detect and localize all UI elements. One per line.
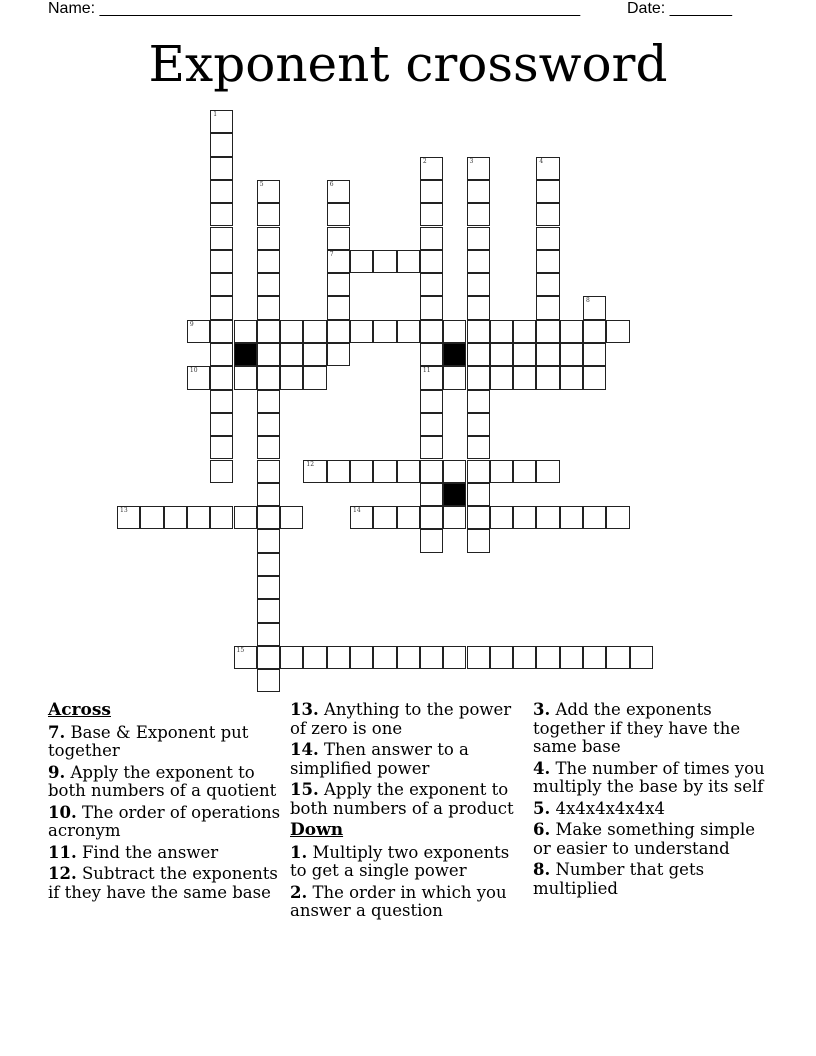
grid-cell[interactable] [210, 460, 233, 483]
grid-cell[interactable] [327, 343, 350, 366]
clue-text: Add the exponents together if they have the same base [533, 700, 741, 756]
clue-number: 14. [290, 740, 319, 759]
black-cell [443, 483, 466, 506]
grid-cell[interactable] [303, 343, 326, 366]
grid-cell[interactable] [210, 273, 233, 296]
clue-number-label: 2 [422, 157, 427, 165]
grid-cell[interactable] [513, 366, 536, 389]
clue-number: 12. [48, 864, 77, 883]
black-cell [234, 343, 257, 366]
grid-cell[interactable] [420, 483, 443, 506]
clue-across-14 [290, 741, 522, 778]
clue-down-5 [533, 800, 773, 819]
clue-number-label: 5 [259, 180, 264, 188]
clue-text: Find the answer [81, 842, 219, 862]
clue-down-3 [533, 701, 773, 757]
grid-cell[interactable] [513, 460, 536, 483]
page-title: Exponent crossword [148, 35, 668, 93]
grid-cell[interactable] [257, 529, 280, 552]
grid-cell[interactable] [303, 460, 326, 483]
grid-cell[interactable] [210, 343, 233, 366]
grid-cell[interactable] [350, 320, 373, 343]
grid-cell[interactable] [397, 460, 420, 483]
grid-cell[interactable] [210, 110, 233, 133]
clue-down-2 [290, 884, 522, 921]
grid-cell[interactable] [467, 157, 490, 180]
clue-number-label: 1 [213, 111, 218, 118]
grid-cell[interactable] [467, 227, 490, 250]
clue-text: Apply the exponent to both numbers of a product [290, 780, 514, 818]
clue-text: The order in which you answer a question [290, 882, 507, 920]
grid-cell[interactable] [536, 157, 559, 180]
grid-cell[interactable] [490, 460, 513, 483]
grid-cell[interactable] [327, 646, 350, 669]
grid-cell[interactable] [257, 250, 280, 273]
grid-cell[interactable] [280, 646, 303, 669]
grid-cell[interactable] [467, 250, 490, 273]
grid-cell[interactable] [303, 646, 326, 669]
grid-cell[interactable] [490, 320, 513, 343]
grid-cell[interactable] [327, 203, 350, 226]
clue-number: 3. [533, 700, 551, 719]
grid-cell[interactable] [467, 366, 490, 389]
grid-cell[interactable] [467, 529, 490, 552]
grid-cell[interactable] [536, 506, 559, 529]
clue-across-13 [290, 701, 522, 738]
grid-cell[interactable] [420, 250, 443, 273]
grid-cell[interactable] [467, 646, 490, 669]
grid-cell[interactable] [443, 366, 466, 389]
grid-cell[interactable] [210, 250, 233, 273]
clue-number-label: 13 [120, 507, 128, 515]
clue-text: Base & Exponent put together [48, 722, 249, 760]
grid-cell[interactable] [467, 343, 490, 366]
grid-cell[interactable] [117, 506, 140, 529]
grid-cell[interactable] [467, 483, 490, 506]
clue-number: 15. [290, 780, 319, 799]
grid-cell[interactable] [350, 646, 373, 669]
grid-cell[interactable] [467, 273, 490, 296]
grid-cell[interactable] [257, 460, 280, 483]
grid-cell[interactable] [536, 250, 559, 273]
clue-text: Subtract the exponents if they have the same base [48, 864, 278, 902]
grid-cell[interactable] [420, 390, 443, 413]
clue-number: 5. [533, 798, 551, 818]
grid-cell[interactable] [606, 506, 629, 529]
grid-cell[interactable] [257, 320, 280, 343]
grid-cell[interactable] [257, 553, 280, 576]
grid-cell[interactable] [164, 506, 187, 529]
clue-number-label: 9 [189, 320, 194, 328]
across-heading: Across [48, 700, 111, 720]
grid-cell[interactable] [210, 227, 233, 250]
grid-cell[interactable] [280, 320, 303, 343]
grid-cell[interactable] [490, 366, 513, 389]
grid-cell[interactable] [583, 646, 606, 669]
grid-cell[interactable] [234, 506, 257, 529]
grid-cell[interactable] [373, 320, 396, 343]
grid-cell[interactable] [467, 296, 490, 319]
grid-cell[interactable] [257, 390, 280, 413]
clue-across-7 [48, 724, 283, 761]
black-cell [443, 343, 466, 366]
clue-text: Then answer to a simplified power [290, 740, 469, 778]
clue-across-12 [48, 865, 283, 902]
grid-cell[interactable] [467, 203, 490, 226]
clue-text: Apply the exponent to both numbers of a quotient [48, 762, 277, 800]
grid-cell[interactable] [420, 273, 443, 296]
grid-cell[interactable] [536, 343, 559, 366]
clue-number-label: 7 [329, 250, 334, 258]
clue-text: The order of operations acronym [48, 802, 281, 840]
clue-number: 10. [48, 802, 77, 822]
grid-cell[interactable] [210, 413, 233, 436]
clue-down-4 [533, 760, 773, 797]
grid-cell[interactable] [257, 203, 280, 226]
grid-cell[interactable] [257, 413, 280, 436]
grid-cell[interactable] [490, 343, 513, 366]
grid-cell[interactable] [280, 506, 303, 529]
grid-cell[interactable] [350, 460, 373, 483]
clues-column-3 [533, 701, 773, 901]
grid-cell[interactable] [257, 646, 280, 669]
clues-column-1 [48, 701, 283, 905]
grid-cell[interactable] [536, 646, 559, 669]
clue-number-label: 11 [422, 367, 431, 375]
clue-number: 1. [290, 842, 308, 862]
grid-cell[interactable] [257, 483, 280, 506]
grid-cell[interactable] [513, 343, 536, 366]
grid-cell[interactable] [280, 366, 303, 389]
grid-cell[interactable] [327, 250, 350, 273]
grid-cell[interactable] [536, 180, 559, 203]
grid-cell[interactable] [234, 646, 257, 669]
grid-cell[interactable] [187, 320, 210, 343]
grid-cell[interactable] [513, 320, 536, 343]
grid-cell[interactable] [467, 413, 490, 436]
grid-cell[interactable] [210, 506, 233, 529]
grid-cell[interactable] [257, 180, 280, 203]
clue-number-label: 6 [329, 180, 334, 188]
grid-cell[interactable] [327, 460, 350, 483]
grid-cell[interactable] [210, 157, 233, 180]
grid-cell[interactable] [420, 646, 443, 669]
clue-number: 6. [533, 820, 551, 839]
grid-cell[interactable] [280, 343, 303, 366]
grid-cell[interactable] [536, 460, 559, 483]
grid-cell[interactable] [420, 343, 443, 366]
grid-cell[interactable] [420, 366, 443, 389]
grid-cell[interactable] [420, 529, 443, 552]
grid-cell[interactable] [257, 436, 280, 459]
grid-cell[interactable] [210, 296, 233, 319]
grid-cell[interactable] [210, 133, 233, 156]
clue-across-11 [48, 844, 283, 863]
grid-cell[interactable] [420, 320, 443, 343]
grid-cell[interactable] [606, 646, 629, 669]
date-field-label: Date: _______ [627, 0, 732, 17]
grid-cell[interactable] [536, 203, 559, 226]
clue-text: 4x4x4x4x4x4 [555, 798, 665, 818]
grid-cell[interactable] [257, 366, 280, 389]
grid-cell[interactable] [327, 180, 350, 203]
clue-text: Number that gets multiplied [533, 860, 705, 898]
grid-cell[interactable] [210, 436, 233, 459]
clue-number: 7. [48, 722, 66, 742]
grid-cell[interactable] [420, 460, 443, 483]
grid-cell[interactable] [536, 366, 559, 389]
clue-down-6 [533, 821, 773, 858]
grid-cell[interactable] [513, 506, 536, 529]
grid-cell[interactable] [257, 227, 280, 250]
grid-cell[interactable] [583, 320, 606, 343]
grid-cell[interactable] [560, 343, 583, 366]
grid-cell[interactable] [560, 646, 583, 669]
clue-text: Multiply two exponents to get a single power [290, 842, 510, 880]
grid-cell[interactable] [257, 273, 280, 296]
grid-cell[interactable] [187, 506, 210, 529]
grid-cell[interactable] [536, 296, 559, 319]
grid-cell[interactable] [420, 413, 443, 436]
grid-cell[interactable] [257, 576, 280, 599]
clue-number-label: 10 [189, 367, 198, 375]
grid-cell[interactable] [583, 506, 606, 529]
grid-cell[interactable] [467, 460, 490, 483]
grid-cell[interactable] [257, 623, 280, 646]
clue-down-1 [290, 844, 522, 881]
clue-number: 8. [533, 860, 551, 879]
grid-cell[interactable] [630, 646, 653, 669]
clue-number-label: 14 [353, 507, 361, 515]
grid-cell[interactable] [210, 203, 233, 226]
grid-cell[interactable] [583, 343, 606, 366]
grid-cell[interactable] [467, 506, 490, 529]
grid-cell[interactable] [234, 320, 257, 343]
grid-cell[interactable] [373, 460, 396, 483]
grid-cell[interactable] [467, 320, 490, 343]
clue-number-label: 8 [586, 297, 590, 305]
grid-cell[interactable] [257, 669, 280, 692]
grid-cell[interactable] [257, 343, 280, 366]
grid-cell[interactable] [210, 366, 233, 389]
grid-cell[interactable] [234, 366, 257, 389]
clue-text: The number of times you multiply the base by its self [533, 758, 765, 796]
clue-number: 11. [48, 842, 77, 862]
grid-cell[interactable] [560, 320, 583, 343]
grid-cell[interactable] [536, 320, 559, 343]
clues-column-2 [290, 701, 522, 924]
grid-cell[interactable] [397, 250, 420, 273]
grid-cell[interactable] [257, 296, 280, 319]
grid-cell[interactable] [443, 646, 466, 669]
grid-cell[interactable] [420, 157, 443, 180]
grid-cell[interactable] [327, 227, 350, 250]
grid-cell[interactable] [327, 320, 350, 343]
grid-cell[interactable] [490, 506, 513, 529]
grid-cell[interactable] [140, 506, 163, 529]
down-heading: Down [290, 820, 344, 840]
clue-number: 13. [290, 700, 319, 719]
grid-cell[interactable] [560, 506, 583, 529]
grid-cell[interactable] [373, 646, 396, 669]
grid-cell[interactable] [303, 366, 326, 389]
clue-number-label: 4 [539, 157, 544, 165]
grid-cell[interactable] [467, 390, 490, 413]
grid-cell[interactable] [187, 366, 210, 389]
grid-cell[interactable] [420, 180, 443, 203]
grid-cell[interactable] [257, 506, 280, 529]
grid-cell[interactable] [210, 390, 233, 413]
clue-number-label: 3 [469, 157, 474, 165]
grid-cell[interactable] [373, 250, 396, 273]
grid-cell[interactable] [257, 599, 280, 622]
grid-cell[interactable] [467, 436, 490, 459]
clue-number: 2. [290, 882, 308, 902]
grid-cell[interactable] [443, 320, 466, 343]
grid-cell[interactable] [350, 250, 373, 273]
clue-across-15 [290, 781, 522, 818]
grid-cell[interactable] [443, 506, 466, 529]
name-field-label: Name: ______________________________________________________ [48, 0, 581, 17]
clue-number-label: 15 [236, 646, 245, 654]
grid-cell[interactable] [536, 227, 559, 250]
clue-number: 9. [48, 762, 66, 782]
grid-cell[interactable] [397, 646, 420, 669]
grid-cell[interactable] [560, 366, 583, 389]
grid-cell[interactable] [420, 203, 443, 226]
clue-number: 4. [533, 758, 551, 778]
clue-down-8 [533, 861, 773, 898]
grid-cell[interactable] [513, 646, 536, 669]
grid-cell[interactable] [536, 273, 559, 296]
grid-cell[interactable] [327, 296, 350, 319]
grid-cell[interactable] [420, 436, 443, 459]
grid-cell[interactable] [210, 320, 233, 343]
grid-cell[interactable] [397, 320, 420, 343]
grid-cell[interactable] [350, 506, 373, 529]
grid-cell[interactable] [606, 320, 629, 343]
clue-across-9 [48, 764, 283, 801]
grid-cell[interactable] [583, 366, 606, 389]
grid-cell[interactable] [583, 296, 606, 319]
grid-cell[interactable] [420, 227, 443, 250]
grid-cell[interactable] [210, 180, 233, 203]
clue-text: Anything to the power of zero is one [290, 700, 512, 738]
grid-cell[interactable] [467, 180, 490, 203]
grid-cell[interactable] [327, 273, 350, 296]
grid-cell[interactable] [303, 320, 326, 343]
clue-number-label: 12 [306, 460, 315, 468]
grid-cell[interactable] [397, 506, 420, 529]
clue-across-10 [48, 804, 283, 841]
clue-text: Make something simple or easier to understand [533, 820, 755, 858]
grid-cell[interactable] [420, 296, 443, 319]
grid-cell[interactable] [443, 460, 466, 483]
grid-cell[interactable] [490, 646, 513, 669]
grid-cell[interactable] [373, 506, 396, 529]
grid-cell[interactable] [420, 506, 443, 529]
